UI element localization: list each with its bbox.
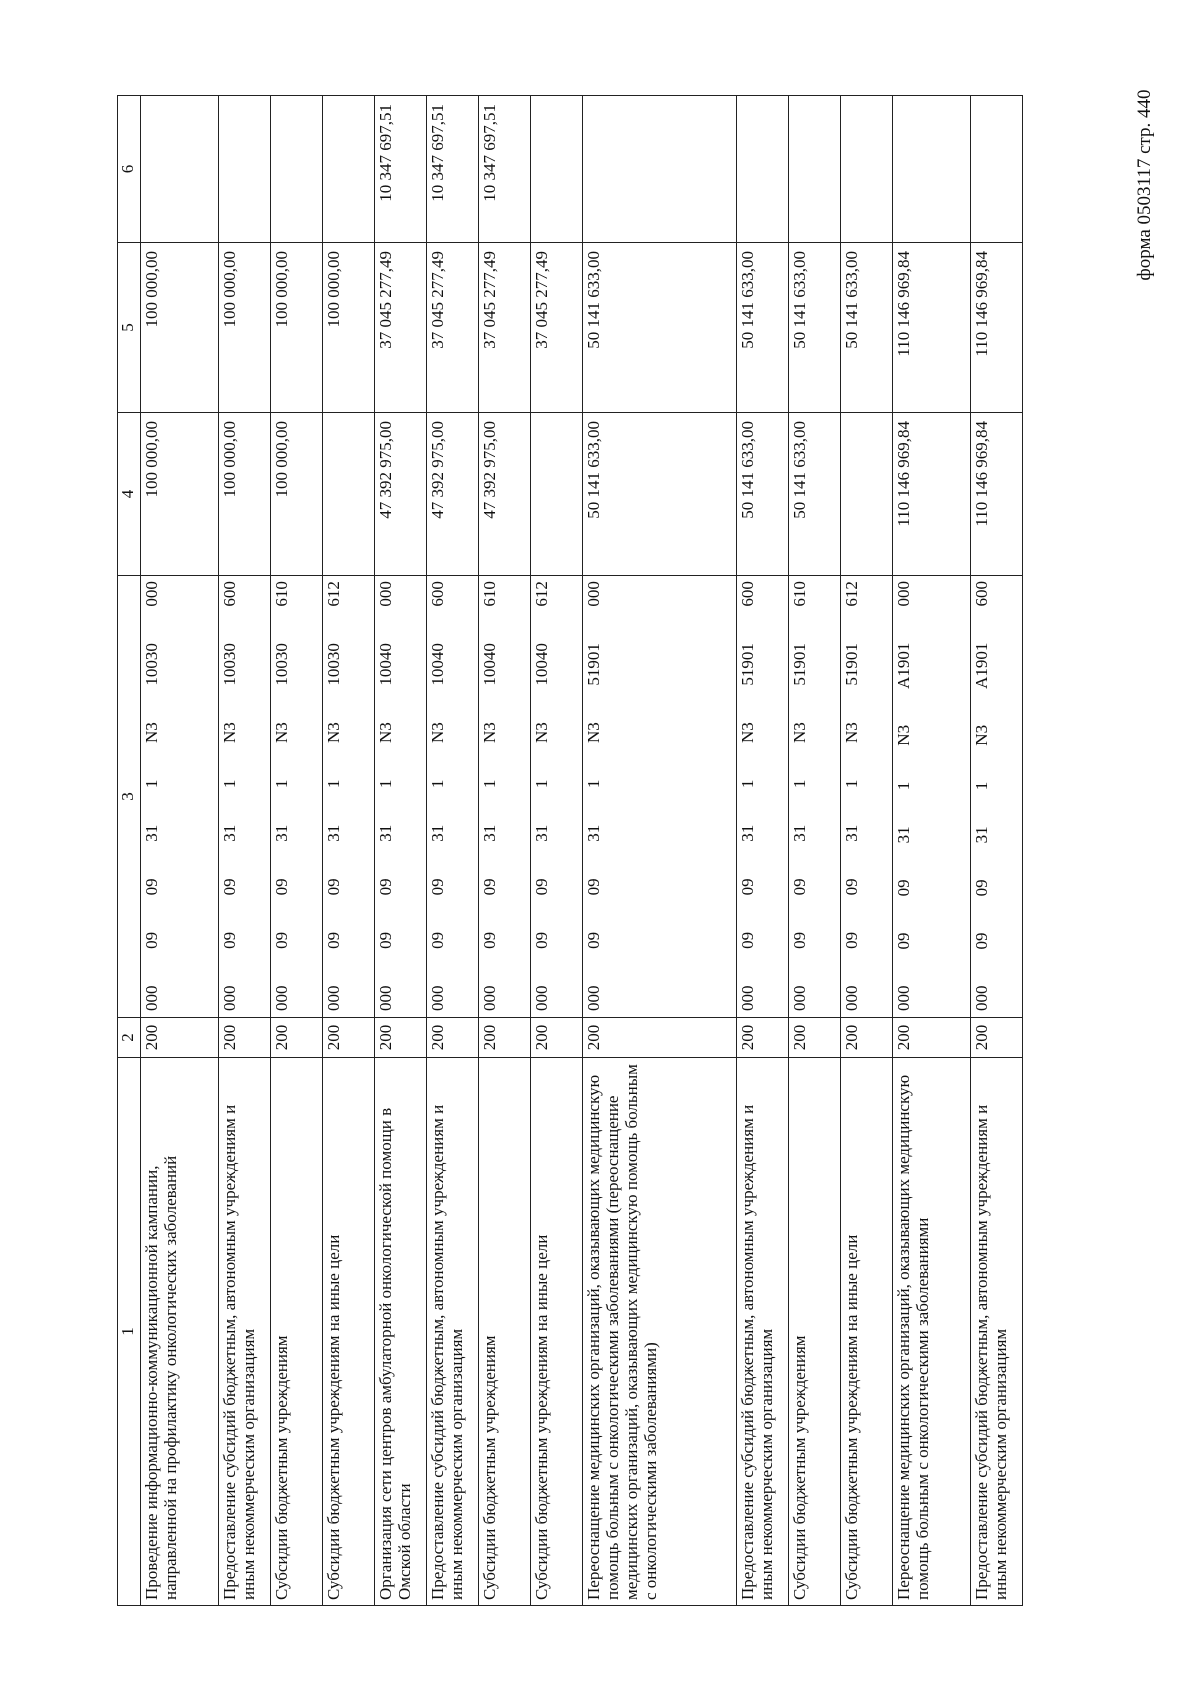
row-executed-cell: 100 000,00 <box>271 243 323 413</box>
table-row <box>789 96 841 1606</box>
budget-code-part: A1901 <box>972 642 991 689</box>
budget-code-part: 1 <box>480 779 499 789</box>
budget-code-part: N3 <box>532 722 551 744</box>
row-budget-code-cell <box>479 576 531 1018</box>
budget-code-part: 31 <box>272 824 291 842</box>
budget-code <box>842 581 861 1011</box>
budget-code-part: 31 <box>532 824 551 842</box>
row-unexecuted-cell <box>841 96 893 243</box>
row-name-cell: Субсидии бюджетным учреждениям на иные цели <box>323 1058 375 1606</box>
budget-code-part: 09 <box>894 932 913 950</box>
budget-code-part: 10030 <box>142 643 161 686</box>
budget-code-part: 31 <box>790 824 809 842</box>
budget-code-part: 610 <box>480 581 499 607</box>
row-approved-cell: 50 141 633,00 <box>789 413 841 576</box>
table-row <box>427 96 479 1606</box>
budget-code-part: N3 <box>790 722 809 744</box>
budget-code-part: 000 <box>376 985 395 1011</box>
table-row <box>583 96 737 1606</box>
table-header <box>118 96 141 1606</box>
budget-code-part: 09 <box>376 931 395 949</box>
row-unexecuted-cell: 10 347 697,51 <box>375 96 427 243</box>
row-executed-cell: 50 141 633,00 <box>789 243 841 413</box>
row-approved-cell: 100 000,00 <box>141 413 219 576</box>
row-line-code-cell: 200 <box>789 1018 841 1058</box>
budget-code-part: 09 <box>532 931 551 949</box>
row-unexecuted-cell <box>219 96 271 243</box>
budget-code-part: 10040 <box>376 643 395 686</box>
row-approved-cell <box>841 413 893 576</box>
table-row <box>375 96 427 1606</box>
budget-code-part: 600 <box>972 581 991 607</box>
table-body <box>141 96 1023 1606</box>
row-line-code-cell: 200 <box>583 1018 737 1058</box>
row-approved-cell: 47 392 975,00 <box>427 413 479 576</box>
budget-code-part: 1 <box>790 779 809 789</box>
col-header-4: 4 <box>118 413 141 576</box>
row-unexecuted-cell <box>789 96 841 243</box>
budget-code-part: 09 <box>972 879 991 897</box>
table-row <box>531 96 583 1606</box>
row-executed-cell: 50 141 633,00 <box>841 243 893 413</box>
budget-code <box>272 581 291 1011</box>
row-line-code-cell: 200 <box>271 1018 323 1058</box>
row-name-cell: Субсидии бюджетным учреждениям <box>789 1058 841 1606</box>
budget-code <box>584 581 603 1011</box>
row-unexecuted-cell: 10 347 697,51 <box>479 96 531 243</box>
budget-code-part: 09 <box>376 878 395 896</box>
budget-code-part: 09 <box>894 879 913 897</box>
budget-code-part: 000 <box>532 985 551 1011</box>
row-unexecuted-cell <box>583 96 737 243</box>
table-row <box>141 96 219 1606</box>
budget-code-part: 000 <box>376 581 395 607</box>
row-line-code-cell: 200 <box>375 1018 427 1058</box>
budget-code-part: 000 <box>584 985 603 1011</box>
row-executed-cell: 37 045 277,49 <box>479 243 531 413</box>
budget-code-part: 000 <box>480 985 499 1011</box>
row-executed-cell: 100 000,00 <box>323 243 375 413</box>
budget-code-part: 1 <box>532 779 551 789</box>
col-header-3: 3 <box>118 576 141 1018</box>
budget-code-part: 09 <box>842 878 861 896</box>
budget-code-part: 000 <box>272 985 291 1011</box>
row-name-cell: Проведение информационно-коммуникационной кампании, направленной на профилактику онкологических заболеваний <box>141 1058 219 1606</box>
row-budget-code-cell <box>375 576 427 1018</box>
budget-code-part: 09 <box>532 878 551 896</box>
budget-code-part: 600 <box>220 581 239 607</box>
row-name-cell: Предоставление субсидий бюджетным, автономным учреждениям и иным некоммерческим организациям <box>219 1058 271 1606</box>
budget-code-part: N3 <box>738 722 757 744</box>
budget-code-part: 000 <box>972 985 991 1011</box>
budget-code-part: 000 <box>842 985 861 1011</box>
budget-code-part: 31 <box>842 824 861 842</box>
row-unexecuted-cell: 10 347 697,51 <box>427 96 479 243</box>
budget-code-part: 31 <box>428 824 447 842</box>
row-approved-cell: 110 146 969,84 <box>893 413 971 576</box>
budget-code-part: 51901 <box>790 643 809 686</box>
row-name-cell: Предоставление субсидий бюджетным, автономным учреждениям и иным некоммерческим организациям <box>971 1058 1023 1606</box>
row-unexecuted-cell <box>893 96 971 243</box>
row-budget-code-cell <box>141 576 219 1018</box>
table-row <box>971 96 1023 1606</box>
budget-code-part: 31 <box>142 824 161 842</box>
budget-code-part: 10040 <box>480 643 499 686</box>
budget-code-part: 09 <box>972 932 991 950</box>
budget-code-part: 612 <box>842 581 861 607</box>
budget-code-part: 600 <box>428 581 447 607</box>
budget-code-part: N3 <box>428 722 447 744</box>
budget-code-part: 1 <box>324 779 343 789</box>
row-line-code-cell: 200 <box>893 1018 971 1058</box>
row-name-cell: Переоснащение медицинских организаций, оказывающих медицинскую помощь больным с онкологическими заболеваниями <box>893 1058 971 1606</box>
col-header-2: 2 <box>118 1018 141 1058</box>
row-budget-code-cell <box>219 576 271 1018</box>
row-budget-code-cell <box>583 576 737 1018</box>
row-budget-code-cell <box>271 576 323 1018</box>
row-line-code-cell: 200 <box>971 1018 1023 1058</box>
budget-code-part: 1 <box>376 779 395 789</box>
row-name-cell: Организация сети центров амбулаторной онкологической помощи в Омской области <box>375 1058 427 1606</box>
form-page-label: форма 0503117 стр. 440 <box>1134 89 1155 281</box>
row-unexecuted-cell <box>531 96 583 243</box>
budget-code-part: 51901 <box>842 643 861 686</box>
budget-code-part: 09 <box>142 878 161 896</box>
row-executed-cell: 50 141 633,00 <box>583 243 737 413</box>
row-budget-code-cell <box>841 576 893 1018</box>
row-name-cell: Субсидии бюджетным учреждениям <box>479 1058 531 1606</box>
budget-code-part: 09 <box>428 878 447 896</box>
table-row <box>737 96 789 1606</box>
row-unexecuted-cell <box>323 96 375 243</box>
row-approved-cell: 110 146 969,84 <box>971 413 1023 576</box>
budget-code-part: 09 <box>272 931 291 949</box>
budget-code-part: 31 <box>220 824 239 842</box>
budget-code-part: 610 <box>790 581 809 607</box>
budget-code <box>376 581 395 1011</box>
budget-code-part: 31 <box>480 824 499 842</box>
row-line-code-cell: 200 <box>323 1018 375 1058</box>
row-budget-code-cell <box>737 576 789 1018</box>
budget-code-part: 09 <box>324 878 343 896</box>
col-header-1: 1 <box>118 1058 141 1606</box>
table-row <box>841 96 893 1606</box>
row-budget-code-cell <box>531 576 583 1018</box>
budget-code-part: 1 <box>584 779 603 789</box>
row-executed-cell: 110 146 969,84 <box>971 243 1023 413</box>
row-executed-cell: 110 146 969,84 <box>893 243 971 413</box>
budget-code-part: 000 <box>894 985 913 1011</box>
budget-code-part: 31 <box>972 826 991 844</box>
budget-code-part: 09 <box>220 931 239 949</box>
budget-code-part: 1 <box>842 779 861 789</box>
budget-code-part: N3 <box>584 722 603 744</box>
row-approved-cell: 47 392 975,00 <box>479 413 531 576</box>
column-number-row <box>118 96 141 1606</box>
budget-code-part: 000 <box>142 581 161 607</box>
budget-code-part: 612 <box>532 581 551 607</box>
row-unexecuted-cell <box>141 96 219 243</box>
budget-code <box>894 581 913 1011</box>
budget-code-part: 000 <box>324 985 343 1011</box>
row-executed-cell: 50 141 633,00 <box>737 243 789 413</box>
budget-code-part: 000 <box>790 985 809 1011</box>
budget-code <box>738 581 757 1011</box>
table-row <box>323 96 375 1606</box>
budget-code-part: A1901 <box>894 642 913 689</box>
budget-code-part: 09 <box>790 878 809 896</box>
budget-code-part: 000 <box>142 985 161 1011</box>
budget-code-part: 31 <box>894 826 913 844</box>
rotated-table-container <box>117 96 1023 1606</box>
row-name-cell: Субсидии бюджетным учреждениям на иные цели <box>531 1058 583 1606</box>
budget-code-part: N3 <box>894 724 913 746</box>
budget-code <box>532 581 551 1011</box>
row-name-cell: Переоснащение медицинских организаций, оказывающих медицинскую помощь больным с онкологическими заболеваниями (переоснащение медицинских организаций, оказывающих медицинскую помощь больным с онкологическими заболеваниями) <box>583 1058 737 1606</box>
budget-code-part: N3 <box>480 722 499 744</box>
budget-code-part: 1 <box>894 781 913 791</box>
budget-code-part: 1 <box>142 779 161 789</box>
budget-execution-table <box>117 95 1023 1606</box>
row-approved-cell: 50 141 633,00 <box>737 413 789 576</box>
budget-code-part: 09 <box>220 878 239 896</box>
budget-code <box>790 581 809 1011</box>
budget-code-part: 31 <box>324 824 343 842</box>
budget-code-part: 1 <box>428 779 447 789</box>
row-line-code-cell: 200 <box>427 1018 479 1058</box>
budget-code-part: 10040 <box>428 643 447 686</box>
budget-code-part: 51901 <box>584 643 603 686</box>
row-executed-cell: 100 000,00 <box>219 243 271 413</box>
budget-code <box>220 581 239 1011</box>
row-unexecuted-cell <box>271 96 323 243</box>
budget-code-part: 612 <box>324 581 343 607</box>
budget-code-part: 000 <box>894 581 913 607</box>
budget-code-part: N3 <box>324 722 343 744</box>
row-budget-code-cell <box>323 576 375 1018</box>
row-line-code-cell: 200 <box>479 1018 531 1058</box>
row-approved-cell: 100 000,00 <box>219 413 271 576</box>
table-row <box>219 96 271 1606</box>
budget-code-part: 09 <box>272 878 291 896</box>
row-unexecuted-cell <box>737 96 789 243</box>
budget-code-part: 09 <box>584 878 603 896</box>
table-row <box>479 96 531 1606</box>
budget-code <box>480 581 499 1011</box>
budget-code-part: 1 <box>972 781 991 791</box>
row-line-code-cell: 200 <box>841 1018 893 1058</box>
budget-code-part: 1 <box>272 779 291 789</box>
budget-code-part: 10030 <box>220 643 239 686</box>
budget-code-part: 000 <box>428 985 447 1011</box>
row-unexecuted-cell <box>971 96 1023 243</box>
budget-code-part: 31 <box>584 824 603 842</box>
row-approved-cell <box>531 413 583 576</box>
row-line-code-cell: 200 <box>219 1018 271 1058</box>
budget-code-part: 09 <box>738 878 757 896</box>
row-line-code-cell: 200 <box>141 1018 219 1058</box>
budget-code-part: 10030 <box>324 643 343 686</box>
row-name-cell: Субсидии бюджетным учреждениям <box>271 1058 323 1606</box>
row-budget-code-cell <box>971 576 1023 1018</box>
row-line-code-cell: 200 <box>531 1018 583 1058</box>
budget-code-part: 10030 <box>272 643 291 686</box>
budget-code-part: 1 <box>738 779 757 789</box>
budget-code-part: 600 <box>738 581 757 607</box>
budget-code-part: 610 <box>272 581 291 607</box>
col-header-5: 5 <box>118 243 141 413</box>
budget-code-part: N3 <box>272 722 291 744</box>
budget-code-part: N3 <box>142 722 161 744</box>
budget-code-part: N3 <box>376 722 395 744</box>
row-executed-cell: 37 045 277,49 <box>531 243 583 413</box>
budget-code-part: 31 <box>376 824 395 842</box>
budget-code <box>428 581 447 1011</box>
budget-code-part: 1 <box>220 779 239 789</box>
budget-code <box>972 581 991 1011</box>
row-budget-code-cell <box>893 576 971 1018</box>
row-approved-cell: 47 392 975,00 <box>375 413 427 576</box>
budget-code-part: 09 <box>480 878 499 896</box>
budget-code <box>142 581 161 1011</box>
row-executed-cell: 100 000,00 <box>141 243 219 413</box>
budget-code-part: 09 <box>842 931 861 949</box>
row-budget-code-cell <box>427 576 479 1018</box>
row-approved-cell <box>323 413 375 576</box>
row-line-code-cell: 200 <box>737 1018 789 1058</box>
budget-code-part: 10040 <box>532 643 551 686</box>
row-executed-cell: 37 045 277,49 <box>427 243 479 413</box>
row-executed-cell: 37 045 277,49 <box>375 243 427 413</box>
table-row <box>893 96 971 1606</box>
table-row <box>271 96 323 1606</box>
row-budget-code-cell <box>789 576 841 1018</box>
budget-code <box>324 581 343 1011</box>
budget-code-part: 09 <box>480 931 499 949</box>
budget-code-part: 000 <box>584 581 603 607</box>
budget-code-part: 09 <box>428 931 447 949</box>
budget-code-part: 31 <box>738 824 757 842</box>
budget-code-part: 09 <box>738 931 757 949</box>
budget-code-part: N3 <box>972 724 991 746</box>
budget-code-part: 09 <box>324 931 343 949</box>
row-approved-cell: 100 000,00 <box>271 413 323 576</box>
budget-code-part: 09 <box>584 931 603 949</box>
budget-code-part: 09 <box>142 931 161 949</box>
budget-code-part: N3 <box>220 722 239 744</box>
budget-code-part: 09 <box>790 931 809 949</box>
budget-code-part: 51901 <box>738 643 757 686</box>
budget-code-part: N3 <box>842 722 861 744</box>
row-name-cell: Предоставление субсидий бюджетным, автономным учреждениям и иным некоммерческим организациям <box>737 1058 789 1606</box>
row-name-cell: Субсидии бюджетным учреждениям на иные цели <box>841 1058 893 1606</box>
col-header-6: 6 <box>118 96 141 243</box>
row-approved-cell: 50 141 633,00 <box>583 413 737 576</box>
budget-code-part: 000 <box>220 985 239 1011</box>
row-name-cell: Предоставление субсидий бюджетным, автономным учреждениям и иным некоммерческим организациям <box>427 1058 479 1606</box>
budget-code-part: 000 <box>738 985 757 1011</box>
